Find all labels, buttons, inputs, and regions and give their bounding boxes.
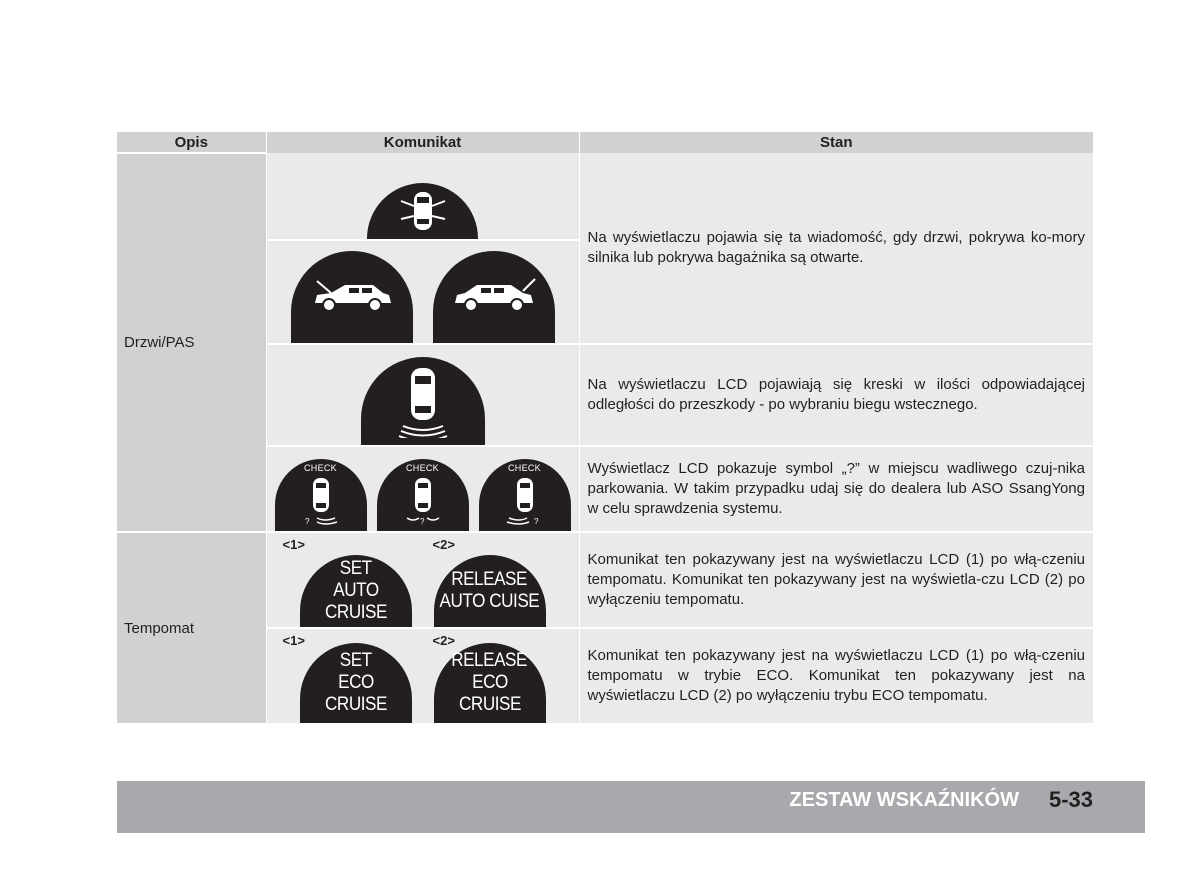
set-auto-cruise-display — [300, 555, 412, 627]
group-label-tempomat: Tempomat — [117, 532, 266, 723]
display-line: ECO CRUISE — [324, 672, 387, 715]
parking-sensor-icon — [393, 364, 453, 438]
status-cell — [579, 446, 1093, 532]
group-label-drzwi-pas: Drzwi/PAS — [117, 153, 266, 532]
display-line: RELEASE — [451, 569, 528, 590]
display-cell-sensor-fault — [266, 446, 579, 532]
header-komunikat: Komunikat — [266, 132, 579, 153]
svg-text:?: ? — [304, 517, 309, 526]
tag-1: <1> — [282, 633, 305, 648]
tag-2: <2> — [432, 633, 455, 648]
car-doors-open-icon — [393, 186, 453, 236]
svg-text:?: ? — [533, 517, 538, 526]
svg-text:?: ? — [419, 517, 424, 526]
table-row — [117, 532, 1093, 628]
tag-2: <2> — [432, 537, 455, 552]
table-row — [117, 153, 1093, 344]
release-eco-cruise-display — [434, 643, 546, 723]
sensor-fault-display-center — [377, 459, 469, 531]
status-cell — [579, 153, 1093, 344]
trunk-open-display — [433, 251, 555, 343]
display-line: RELEASE — [451, 650, 528, 671]
message-table — [117, 132, 1093, 723]
hood-open-display — [291, 251, 413, 343]
status-text-pas: Na wyświetlaczu LCD pojawiają się kreski w ilości odpowiadającej odległości do przeszkody - po wybraniu biegu wstecznego. — [587, 376, 1085, 413]
status-text-doors: Na wyświetlaczu pojawia się ta wiadomość, gdy drzwi, pokrywa ko-mory silnika lub pokrywa bagażnika są otwarte. — [587, 229, 1085, 266]
status-text-eco-cruise: Komunikat ten pokazywany jest na wyświetlaczu LCD (1) po włą-czeniu tempomatu w trybie ECO. Komunikat ten pokazywany jest na wyświetlaczu LCD (2) po wyłączeniu trybu ECO tempomatu. — [587, 647, 1085, 704]
footer-section-title: ZESTAW WSKAŹNIKÓW — [789, 789, 1019, 811]
sensor-fault-display-right — [479, 459, 571, 531]
door-open-display-row — [267, 153, 579, 239]
set-eco-cruise-display — [300, 643, 412, 723]
pas-display-row — [267, 345, 579, 445]
table-header-row — [117, 132, 1093, 153]
display-cell-cruise — [266, 532, 579, 628]
parking-sensor-fault-icon — [401, 476, 445, 528]
hood-trunk-display-row — [267, 239, 579, 343]
sensor-fault-display-row — [267, 447, 579, 531]
cruise-display-row — [267, 533, 579, 627]
page-number: 5-33 — [1048, 787, 1093, 812]
eco-cruise-display-row — [267, 629, 579, 723]
parking-sensor-fault-icon — [503, 476, 547, 528]
display-line: ECO CRUISE — [458, 672, 521, 715]
display-cell-doors — [266, 153, 579, 344]
status-cell — [579, 344, 1093, 446]
car-hood-open-icon — [307, 277, 397, 317]
header-opis: Opis — [117, 132, 266, 153]
car-trunk-open-icon — [449, 277, 539, 317]
door-open-display — [367, 183, 478, 239]
status-cell — [579, 532, 1093, 628]
parking-sensor-fault-icon — [299, 476, 343, 528]
check-label: CHECK — [405, 463, 439, 473]
sensor-fault-display-left — [275, 459, 367, 531]
release-auto-cruise-display — [434, 555, 546, 627]
display-line: SET — [339, 650, 372, 671]
pas-distance-display — [361, 357, 485, 445]
display-line: SET — [339, 558, 372, 579]
status-text-cruise: Komunikat ten pokazywany jest na wyświetlaczu LCD (1) po włą-czeniu tempomatu. Komunikat ten pokazywany jest na wyświetla-czu LCD (2) po wyłączeniu tempomatu. — [587, 551, 1085, 608]
header-stan: Stan — [579, 132, 1093, 153]
check-label: CHECK — [507, 463, 541, 473]
footer-band — [117, 781, 1145, 833]
display-line: AUTO CRUISE — [324, 580, 387, 623]
status-text-sensor-fault: Wyświetlacz LCD pokazuje symbol „?” w miejscu wadliwego czuj-nika parkowania. W takim przypadku udaj się do dealera lub ASO SsangYong w celu sprawdzenia systemu. — [587, 460, 1085, 517]
tag-1: <1> — [282, 537, 305, 552]
check-label: CHECK — [303, 463, 337, 473]
display-cell-pas — [266, 344, 579, 446]
display-cell-eco-cruise — [266, 628, 579, 723]
status-cell — [579, 628, 1093, 723]
display-line: AUTO CUISE — [439, 591, 540, 612]
